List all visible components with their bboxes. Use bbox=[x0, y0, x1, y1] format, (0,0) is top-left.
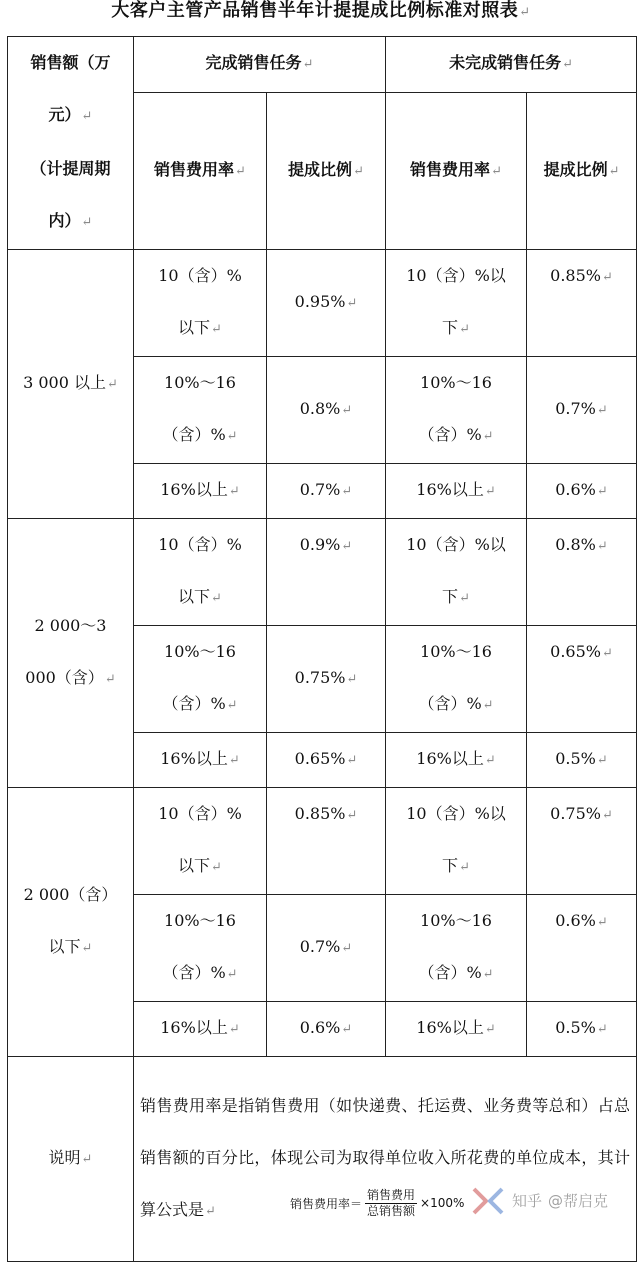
header-commission-done: 提成比例↵ bbox=[267, 92, 386, 249]
title-text: 大客户主管产品销售半年计提提成比例标准对照表 bbox=[111, 0, 519, 21]
paragraph-mark-icon: ↵ bbox=[107, 377, 118, 392]
commission-undone-cell: 0.65%↵ bbox=[527, 626, 637, 733]
paragraph-mark-icon: ↵ bbox=[459, 591, 470, 606]
header-not-completed-task: 未完成销售任务↵ bbox=[386, 37, 637, 93]
paragraph-mark-icon: ↵ bbox=[459, 322, 470, 337]
header-sales-amount: 销售额（万 元）↵ （计提周期 内）↵ bbox=[8, 37, 134, 250]
paragraph-mark-icon: ↵ bbox=[81, 109, 93, 124]
sales-range-cell: 2 000（含） 以下↵ bbox=[8, 788, 134, 1057]
commission-undone-cell: 0.6%↵ bbox=[527, 464, 637, 519]
commission-undone-cell: 0.7%↵ bbox=[527, 357, 637, 464]
expense-rate-undone-cell: 16%以上↵ bbox=[386, 733, 527, 788]
paragraph-mark-icon: ↵ bbox=[211, 322, 222, 337]
paragraph-mark-icon: ↵ bbox=[81, 215, 93, 230]
expense-rate-undone-cell: 16%以上↵ bbox=[386, 464, 527, 519]
expense-rate-done-cell: 10%～16 （含）%↵ bbox=[134, 626, 267, 733]
table-row bbox=[8, 519, 637, 626]
header-commission-undone: 提成比例↵ bbox=[527, 92, 637, 249]
paragraph-mark-icon: ↵ bbox=[482, 429, 494, 444]
formula-denominator: 总销售额 bbox=[367, 1203, 416, 1218]
commission-undone-cell: 0.5%↵ bbox=[527, 733, 637, 788]
header-expense-rate-undone: 销售费用率↵ bbox=[386, 92, 527, 249]
paragraph-mark-icon: ↵ bbox=[302, 57, 314, 73]
commission-done-cell: 0.65%↵ bbox=[267, 733, 386, 788]
paragraph-mark-icon: ↵ bbox=[596, 484, 608, 499]
formula-fraction bbox=[365, 1188, 417, 1219]
commission-undone-cell: 0.75%↵ bbox=[527, 788, 637, 895]
paragraph-mark-icon: ↵ bbox=[346, 753, 358, 768]
formula-tail: ×100% bbox=[420, 1196, 465, 1210]
note-label: 说明↵ bbox=[8, 1057, 134, 1262]
watermark-author: @帮启克 bbox=[548, 1192, 609, 1210]
commission-undone-cell: 0.5%↵ bbox=[527, 1002, 637, 1057]
paragraph-mark-icon: ↵ bbox=[596, 403, 608, 418]
expense-rate-done-cell: 10（含）% 以下↵ bbox=[134, 519, 267, 626]
expense-rate-undone-cell: 10%～16 （含）%↵ bbox=[386, 357, 527, 464]
sales-range-cell: 2 000～3 000（含）↵ bbox=[8, 519, 134, 788]
paragraph-mark-icon: ↵ bbox=[608, 163, 620, 179]
commission-done-cell: 0.7%↵ bbox=[267, 464, 386, 519]
expense-rate-done-cell: 10（含）% 以下↵ bbox=[134, 250, 267, 357]
expense-rate-undone-cell: 10（含）%以 下↵ bbox=[386, 519, 527, 626]
paragraph-mark-icon: ↵ bbox=[346, 808, 358, 823]
paragraph-mark-icon: ↵ bbox=[235, 163, 246, 179]
paragraph-mark-icon: ↵ bbox=[482, 967, 494, 982]
commission-done-cell: 0.9%↵ bbox=[267, 519, 386, 626]
formula-lhs: 销售费用率＝ bbox=[290, 1196, 363, 1211]
paragraph-mark-icon: ↵ bbox=[596, 1022, 608, 1037]
paragraph-mark-icon: ↵ bbox=[104, 672, 116, 687]
watermark-logo-icon bbox=[470, 1183, 506, 1219]
commission-done-cell: 0.8%↵ bbox=[267, 357, 386, 464]
paragraph-mark-icon: ↵ bbox=[341, 403, 353, 418]
paragraph-mark-icon: ↵ bbox=[211, 860, 222, 875]
paragraph-mark-icon: ↵ bbox=[341, 539, 353, 554]
paragraph-mark-icon: ↵ bbox=[519, 5, 531, 20]
watermark bbox=[470, 1178, 642, 1223]
commission-undone-cell: 0.8%↵ bbox=[527, 519, 637, 626]
note-row bbox=[8, 1057, 637, 1262]
expense-rate-undone-cell: 10%～16 （含）%↵ bbox=[386, 895, 527, 1002]
paragraph-mark-icon: ↵ bbox=[484, 1022, 496, 1037]
paragraph-mark-icon: ↵ bbox=[484, 753, 496, 768]
commission-table bbox=[7, 36, 637, 1262]
expense-rate-done-cell: 16%以上↵ bbox=[134, 733, 267, 788]
paragraph-mark-icon: ↵ bbox=[228, 484, 240, 499]
paragraph-mark-icon: ↵ bbox=[491, 163, 502, 179]
commission-done-cell: 0.85%↵ bbox=[267, 788, 386, 895]
paragraph-mark-icon: ↵ bbox=[562, 57, 573, 73]
formula-numerator: 销售费用 bbox=[367, 1187, 416, 1202]
expense-rate-done-cell: 10（含）% 以下↵ bbox=[134, 788, 267, 895]
paragraph-mark-icon: ↵ bbox=[596, 915, 608, 930]
expense-rate-undone-cell: 10（含）%以 下↵ bbox=[386, 250, 527, 357]
commission-done-cell: 0.75%↵ bbox=[267, 626, 386, 733]
header-expense-rate-done: 销售费用率↵ bbox=[134, 92, 267, 249]
expense-rate-done-cell: 16%以上↵ bbox=[134, 1002, 267, 1057]
document-title bbox=[0, 0, 642, 24]
paragraph-mark-icon: ↵ bbox=[205, 1204, 216, 1219]
paragraph-mark-icon: ↵ bbox=[596, 539, 608, 554]
paragraph-mark-icon: ↵ bbox=[228, 1022, 240, 1037]
sales-range-cell: 3 000 以上↵ bbox=[8, 250, 134, 519]
commission-undone-cell: 0.85%↵ bbox=[527, 250, 637, 357]
table-row bbox=[8, 788, 637, 895]
paragraph-mark-icon: ↵ bbox=[226, 698, 238, 713]
expense-rate-done-cell: 16%以上↵ bbox=[134, 464, 267, 519]
paragraph-mark-icon: ↵ bbox=[81, 941, 93, 956]
expense-rate-undone-cell: 10（含）%以 下↵ bbox=[386, 788, 527, 895]
note-text: 销售费用率是指销售费用（如快递费、托运费、业务费等总和）占总销售额的百分比，体现公司为取得单位收入所花费的单位成本，其计算公式是↵ bbox=[140, 1096, 631, 1219]
paragraph-mark-icon: ↵ bbox=[228, 753, 240, 768]
paragraph-mark-icon: ↵ bbox=[596, 753, 608, 768]
commission-done-cell: 0.95%↵ bbox=[267, 250, 386, 357]
paragraph-mark-icon: ↵ bbox=[226, 967, 238, 982]
paragraph-mark-icon: ↵ bbox=[341, 484, 353, 499]
paragraph-mark-icon: ↵ bbox=[353, 163, 364, 179]
commission-done-cell: 0.6%↵ bbox=[267, 1002, 386, 1057]
paragraph-mark-icon: ↵ bbox=[601, 646, 613, 661]
paragraph-mark-icon: ↵ bbox=[81, 1152, 93, 1167]
paragraph-mark-icon: ↵ bbox=[341, 941, 353, 956]
paragraph-mark-icon: ↵ bbox=[482, 698, 494, 713]
paragraph-mark-icon: ↵ bbox=[601, 270, 613, 285]
expense-rate-done-cell: 10%～16 （含）%↵ bbox=[134, 895, 267, 1002]
paragraph-mark-icon: ↵ bbox=[346, 296, 358, 311]
header-completed-task: 完成销售任务↵ bbox=[134, 37, 386, 93]
expense-rate-undone-cell: 10%～16 （含）%↵ bbox=[386, 626, 527, 733]
commission-undone-cell: 0.6%↵ bbox=[527, 895, 637, 1002]
paragraph-mark-icon: ↵ bbox=[346, 672, 358, 687]
paragraph-mark-icon: ↵ bbox=[484, 484, 496, 499]
paragraph-mark-icon: ↵ bbox=[211, 591, 222, 606]
table-row bbox=[8, 250, 637, 357]
watermark-brand: 知乎 bbox=[512, 1192, 543, 1210]
note-text-cell bbox=[134, 1057, 637, 1262]
expense-rate-done-cell: 10%～16 （含）%↵ bbox=[134, 357, 267, 464]
expense-rate-undone-cell: 16%以上↵ bbox=[386, 1002, 527, 1057]
expense-rate-formula bbox=[290, 1183, 464, 1223]
paragraph-mark-icon: ↵ bbox=[226, 429, 238, 444]
commission-done-cell: 0.7%↵ bbox=[267, 895, 386, 1002]
paragraph-mark-icon: ↵ bbox=[459, 860, 470, 875]
paragraph-mark-icon: ↵ bbox=[341, 1022, 353, 1037]
paragraph-mark-icon: ↵ bbox=[601, 808, 613, 823]
